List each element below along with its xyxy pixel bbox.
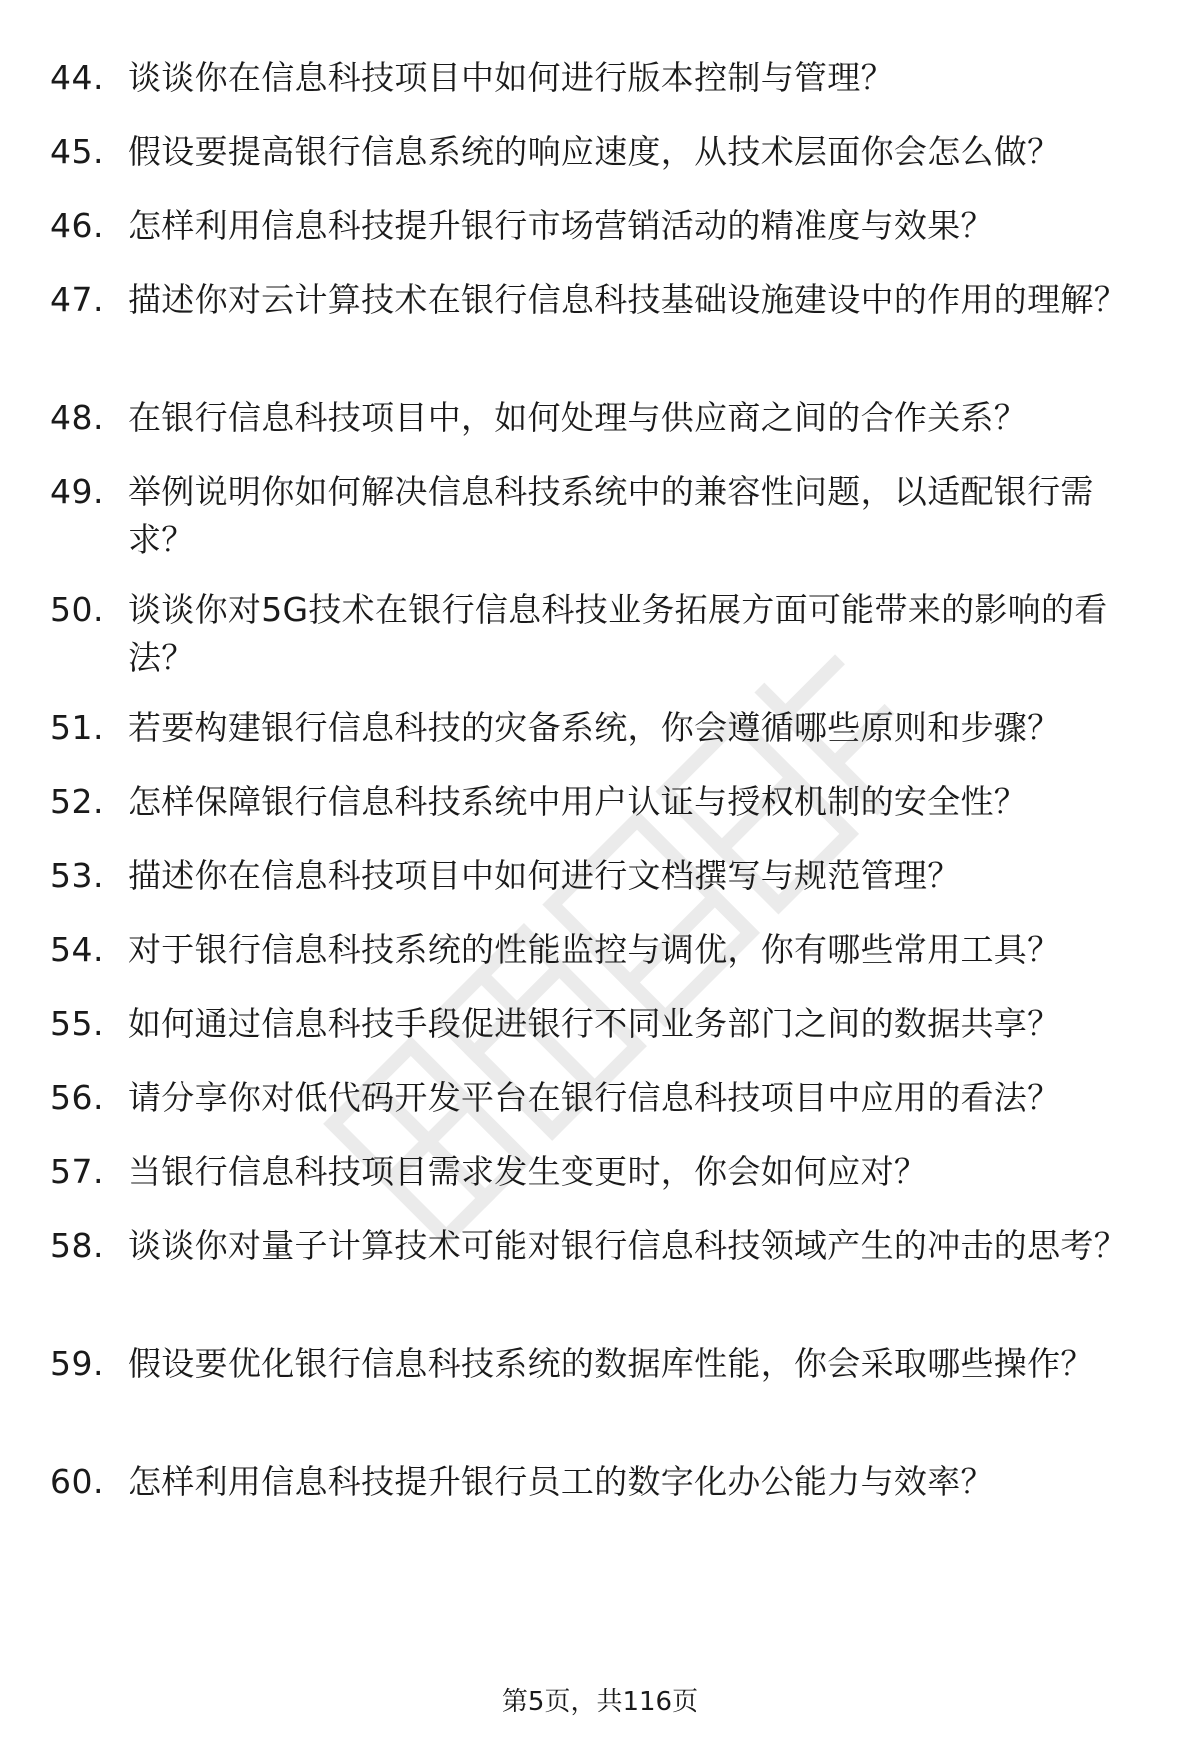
question-text: 怎样保障银行信息科技系统中用户认证与授权机制的安全性？ (128, 782, 1028, 821)
question-number: 51. (50, 708, 104, 747)
question-number: 55. (50, 1004, 104, 1043)
question-number: 58. (50, 1226, 104, 1265)
question-text: 对于银行信息科技系统的性能监控与调优，你有哪些常用工具？ (128, 930, 1061, 969)
question-number: 53. (50, 856, 104, 895)
question-text: 请分享你对低代码开发平台在银行信息科技项目中应用的看法？ (128, 1078, 1061, 1117)
question-text: 如何通过信息科技手段促进银行不同业务部门之间的数据共享？ (128, 1004, 1061, 1043)
question-text: 怎样利用信息科技提升银行市场营销活动的精准度与效果？ (128, 206, 994, 245)
question-number: 60. (50, 1462, 104, 1501)
question-number: 45. (50, 132, 104, 171)
question-text: 谈谈你对量子计算技术可能对银行信息科技领域产生的冲击的思考？ (128, 1226, 1127, 1265)
question-text: 描述你对云计算技术在银行信息科技基础设施建设中的作用的理解？ (128, 280, 1127, 319)
question-text: 怎样利用信息科技提升银行员工的数字化办公能力与效率？ (128, 1462, 994, 1501)
page-number: 第5页，共116页 (501, 1687, 699, 1717)
question-text: 谈谈你对5G技术在银行信息科技业务拓展方面可能带来的影响的看法？ (128, 590, 1108, 677)
question-number: 50. (50, 590, 104, 629)
question-text: 当银行信息科技项目需求发生变更时，你会如何应对？ (128, 1152, 928, 1191)
question-text: 描述你在信息科技项目中如何进行文档撰写与规范管理？ (128, 856, 961, 895)
question-text: 举例说明你如何解决信息科技系统中的兼容性问题，以适配银行需求？ (128, 472, 1094, 559)
question-number: 49. (50, 472, 104, 511)
question-number: 46. (50, 206, 104, 245)
question-text: 假设要优化银行信息科技系统的数据库性能，你会采取哪些操作？ (128, 1344, 1094, 1383)
question-number: 47. (50, 280, 104, 319)
question-number: 52. (50, 782, 104, 821)
question-number: 44. (50, 58, 104, 97)
question-text: 若要构建银行信息科技的灾备系统，你会遵循哪些原则和步骤？ (128, 708, 1061, 747)
question-number: 59. (50, 1344, 104, 1383)
question-number: 56. (50, 1078, 104, 1117)
question-text: 假设要提高银行信息系统的响应速度，从技术层面你会怎么做？ (128, 132, 1061, 171)
question-number: 57. (50, 1152, 104, 1191)
question-number: 48. (50, 398, 104, 437)
question-text: 谈谈你在信息科技项目中如何进行版本控制与管理？ (128, 58, 894, 97)
question-number: 54. (50, 930, 104, 969)
question-text: 在银行信息科技项目中，如何处理与供应商之间的合作关系？ (128, 398, 1028, 437)
